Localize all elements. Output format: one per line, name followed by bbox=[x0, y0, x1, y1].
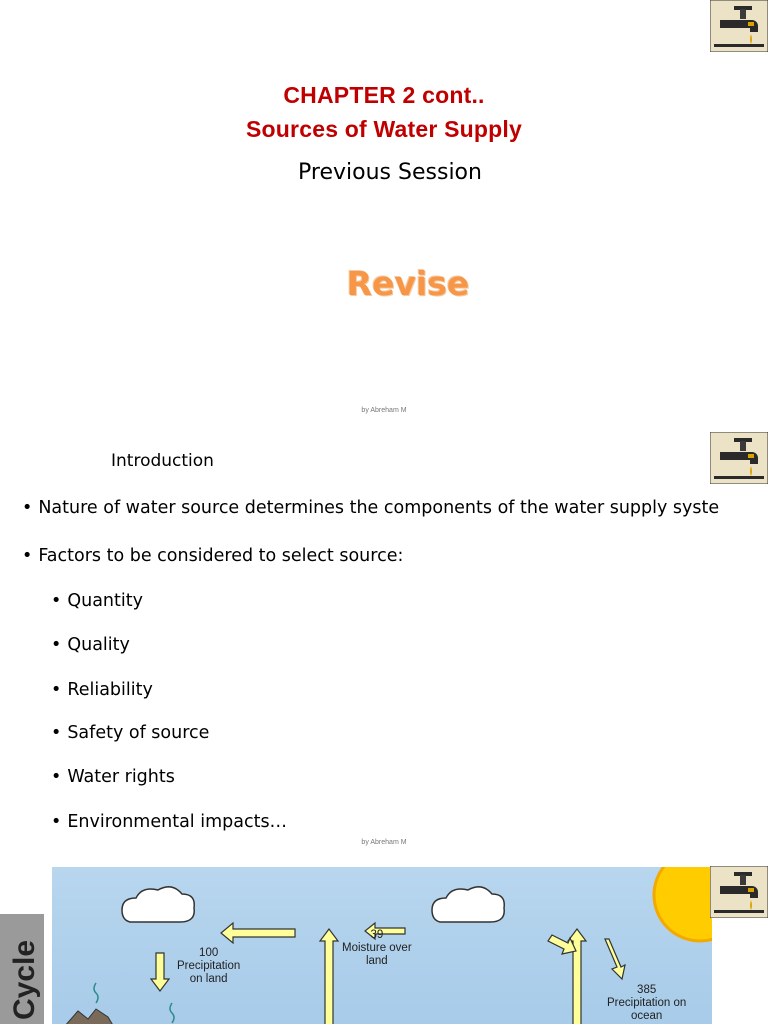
sub-list-item: • Water rights bbox=[51, 767, 175, 787]
sub-list-item: • Environmental impacts… bbox=[51, 812, 288, 832]
water-tap-icon bbox=[710, 866, 768, 918]
list-item: • Factors to be considered to select source: bbox=[22, 546, 404, 566]
author-byline: by Abreham M bbox=[361, 407, 407, 414]
moisture-label: 39 Moisture over land bbox=[342, 929, 412, 967]
arrow-down-icon bbox=[151, 953, 169, 991]
list-item: • Nature of water source determines the components of the water supply syste bbox=[22, 498, 720, 518]
precip-land-label: 100 Precipitation on land bbox=[177, 947, 241, 985]
mountain-icon bbox=[64, 1009, 114, 1024]
arrow-diag-icon bbox=[605, 939, 625, 979]
arrow-left-icon bbox=[221, 923, 295, 943]
water-cycle-diagram bbox=[52, 867, 712, 1024]
slide-heading: Introduction bbox=[111, 451, 214, 471]
previous-session-label: Previous Session bbox=[298, 160, 482, 185]
cycle-side-text: Cycle bbox=[8, 939, 41, 1020]
water-tap-icon bbox=[710, 0, 768, 52]
sun-icon bbox=[654, 867, 712, 941]
cloud-icon bbox=[432, 887, 504, 922]
sub-list-item: • Safety of source bbox=[51, 723, 210, 743]
revise-label: Revise bbox=[346, 264, 470, 303]
cycle-side-label bbox=[0, 928, 44, 1024]
chapter-title: CHAPTER 2 cont.. bbox=[283, 82, 485, 108]
sub-list-item: • Reliability bbox=[51, 680, 153, 700]
slide-title bbox=[0, 0, 768, 428]
author-byline: by Abreham M bbox=[361, 839, 407, 846]
sub-list-item: • Quality bbox=[51, 635, 130, 655]
cloud-icon bbox=[122, 887, 194, 922]
sub-list-item: • Quantity bbox=[51, 591, 143, 611]
chapter-subtitle: Sources of Water Supply bbox=[246, 116, 522, 142]
slide-introduction bbox=[0, 428, 768, 862]
precip-ocean-label: 385 Precipitation on ocean bbox=[607, 984, 687, 1022]
slide-water-cycle bbox=[0, 862, 768, 1024]
arrow-up-icon bbox=[320, 929, 338, 1024]
water-tap-icon bbox=[710, 432, 768, 484]
